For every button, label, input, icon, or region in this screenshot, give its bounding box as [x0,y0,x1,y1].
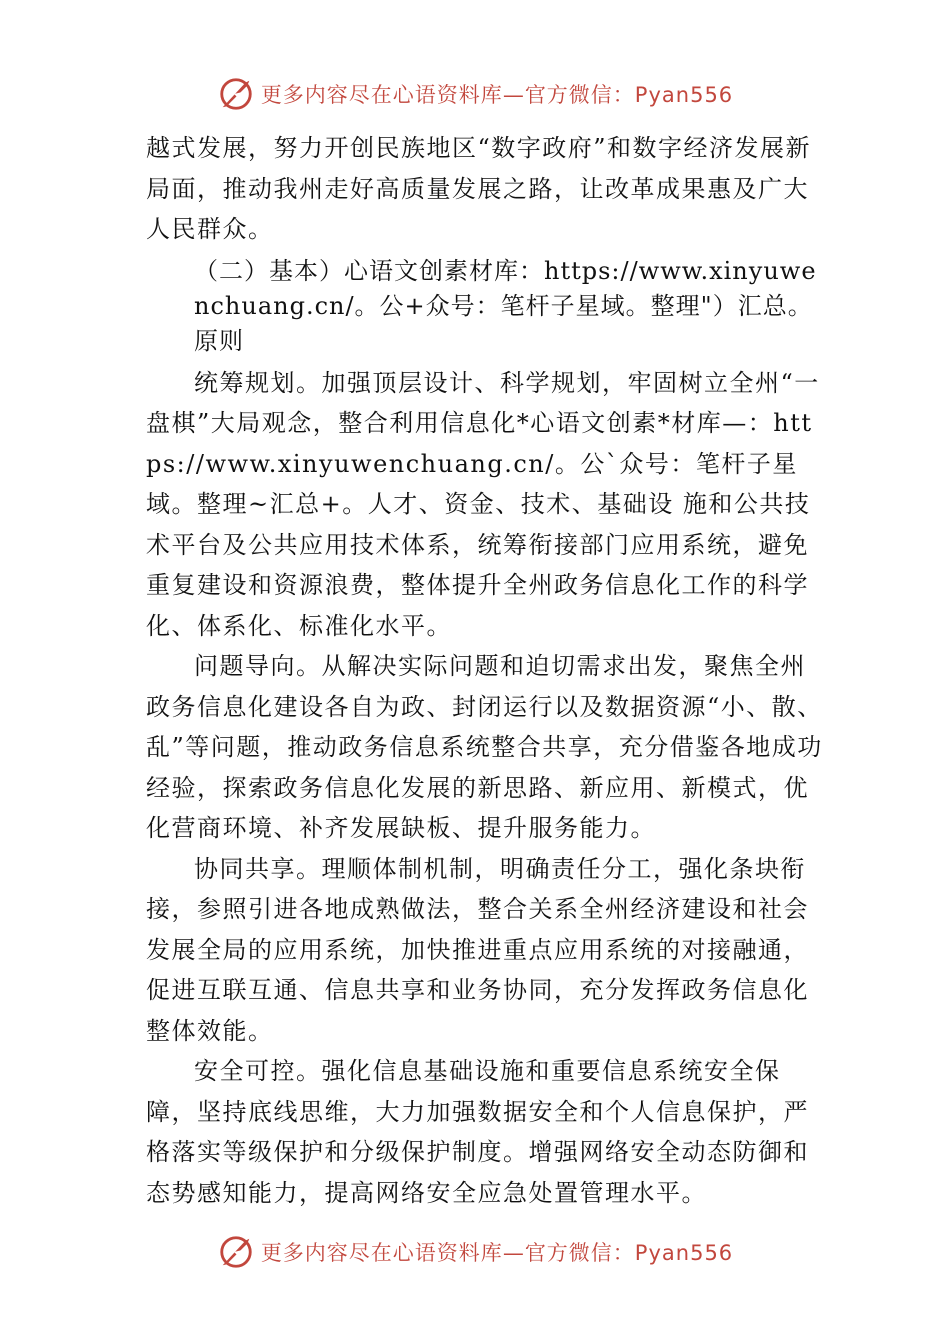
paragraph-security: 安全可控。强化信息基础设施和重要信息系统安全保障，坚持底线思维，大力加强数据安全和个人信息保护，严格落实等级保护和分级保护制度。增强网络安全动态防御和态势感知能力，提高网络安全应急处置管理水平。 [146,1057,809,1207]
footer-banner-main: 更多内容尽在心语资料库 [260,1241,503,1265]
document-body [146,128,826,1213]
header-banner-wechat: 官方微信：Pyan556 [524,83,734,107]
footer-banner-text [261,1237,733,1267]
paragraph-problem: 问题导向。从解决实际问题和迫切需求出发，聚焦全州政务信息化建设各自为政、封闭运行以及数据资源“小、散、乱”等问题，推动政务信息系统整合共享，充分借鉴各地成功经验，探索政务信息化发展的新思路、新应用、新模式，优化营商环境、补齐发展缺板、提升服务能力。 [146,652,823,842]
quill-circle-logo-icon [217,75,255,113]
header-banner-text [261,79,733,109]
paragraph-intro: 越式发展，努力开创民族地区“数字政府”和数字经济发展新局面，推动我州走好高质量发展之路，让改革成果惠及广大人民群众。 [146,134,812,243]
paragraph-collaboration: 协同共享。理顺体制机制，明确责任分工，强化条块衔接，参照引进各地成熟做法，整合关系全州经济建设和社会发展全局的应用系统，加快推进重点应用系统的对接融通， 促进互联互通、信息共享和业务协同，充分发挥政务信息化整体效能。 [146,854,809,1045]
footer-banner-wechat: 官方微信：Pyan556 [524,1241,734,1265]
footer-banner [0,1230,950,1274]
paragraph-planning: 统筹规划。加强顶层设计、科学规划，牢固树立全州“一盘棋”大局观念，整合利用信息化*心语文创素*材库—：https://www.xinyuwenchuang.cn/。公`众号：笔杆子星域。整理~汇总+。人才、资金、技术、基础设 施和公共技术平台及公共应用技术体系，统筹衔接部门应用系统，避免重复建设和资源浪费，整体提升全州政务信息化工作的科学化、体系化、标准化水平。 [146,368,820,640]
header-banner [0,72,950,116]
quill-circle-logo-icon [217,1233,255,1271]
header-banner-dash: — [502,83,525,107]
section-heading: （二）基本）心语文创素材库：https://www.xinyuwenchuang.cn/。公+众号：笔杆子星域。整理"）汇总。原则 [194,256,817,355]
header-banner-main: 更多内容尽在心语资料库 [260,83,503,107]
footer-banner-dash: — [502,1241,525,1265]
